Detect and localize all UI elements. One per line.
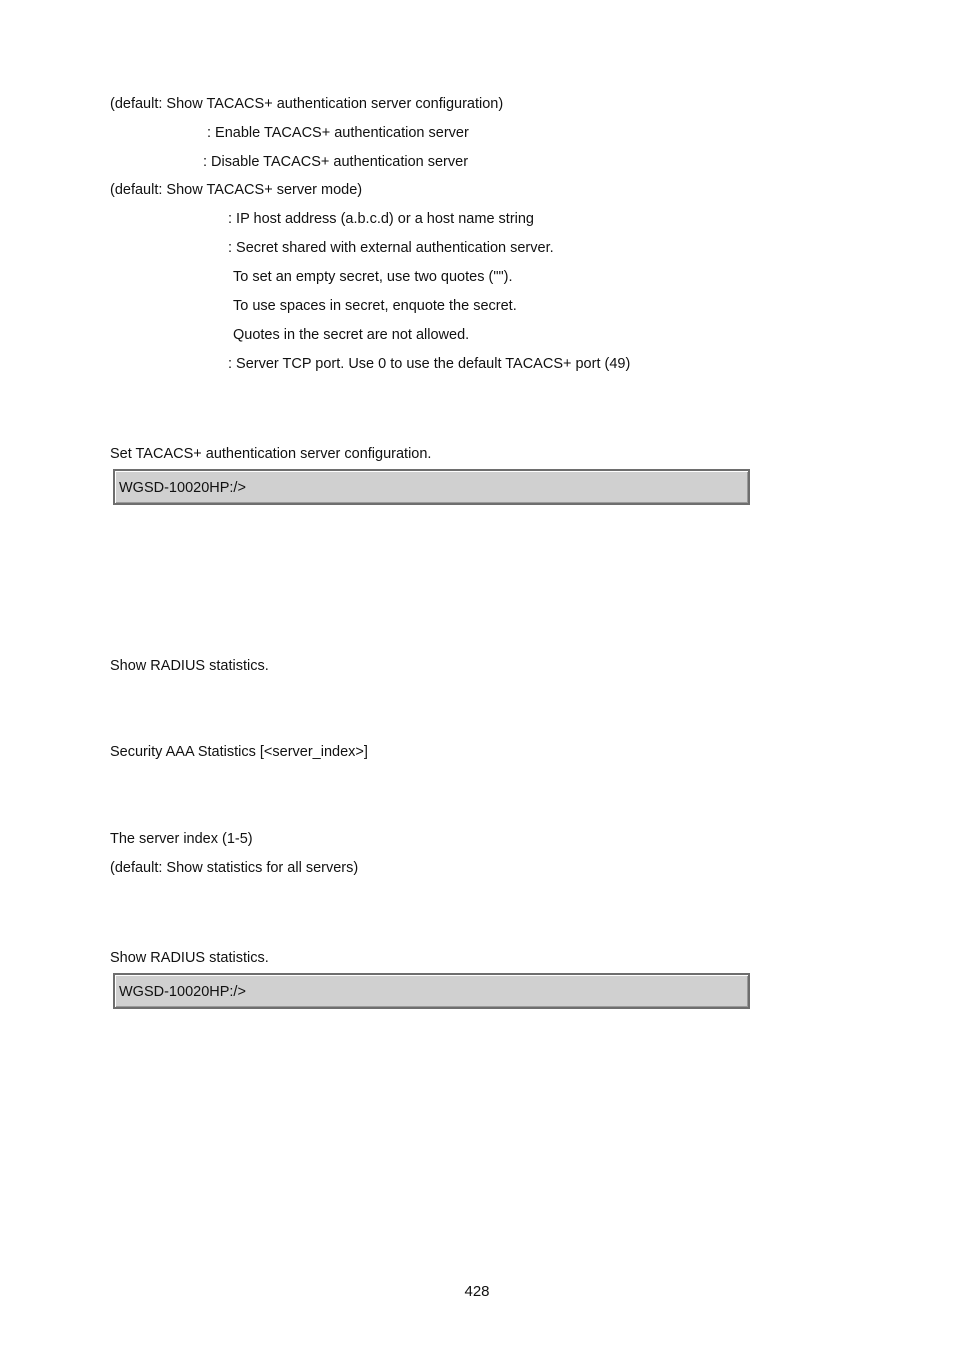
command-prompt: WGSD-10020HP:/> [119,984,246,1000]
secret-note-empty: To set an empty secret, use two quotes (""). [233,269,513,285]
tacacs-example-command-box [113,469,750,505]
statistics-example-description: Show RADIUS statistics. [110,950,269,966]
command-prompt: WGSD-10020HP:/> [119,480,246,496]
disable-description: : Disable TACACS+ authentication server [203,154,469,170]
enable-description: : Enable TACACS+ authentication server [207,125,469,141]
default-show-mode-text: (default: Show TACACS+ server mode) [110,182,363,198]
tacacs-example-description: Set TACACS+ authentication server configuration. [110,446,432,462]
statistics-description: Show RADIUS statistics. [110,658,269,674]
port-description: : Server TCP port. Use 0 to use the default TACACS+ port (49) [228,356,631,372]
statistics-example-command-box [113,973,750,1009]
default-show-config-text: (default: Show TACACS+ authentication server configuration) [110,96,504,112]
secret-note-spaces: To use spaces in secret, enquote the secret. [233,298,517,314]
secret-note-quotes: Quotes in the secret are not allowed. [233,327,470,343]
statistics-syntax: Security AAA Statistics [<server_index>] [110,744,368,760]
secret-description: : Secret shared with external authentication server. [228,240,554,256]
server-index-parameter: The server index (1-5) [110,831,253,847]
server-index-default: (default: Show statistics for all servers) [110,860,359,876]
host-description: : IP host address (a.b.c.d) or a host name string [228,211,534,227]
page-number: 428 [464,1283,490,1300]
